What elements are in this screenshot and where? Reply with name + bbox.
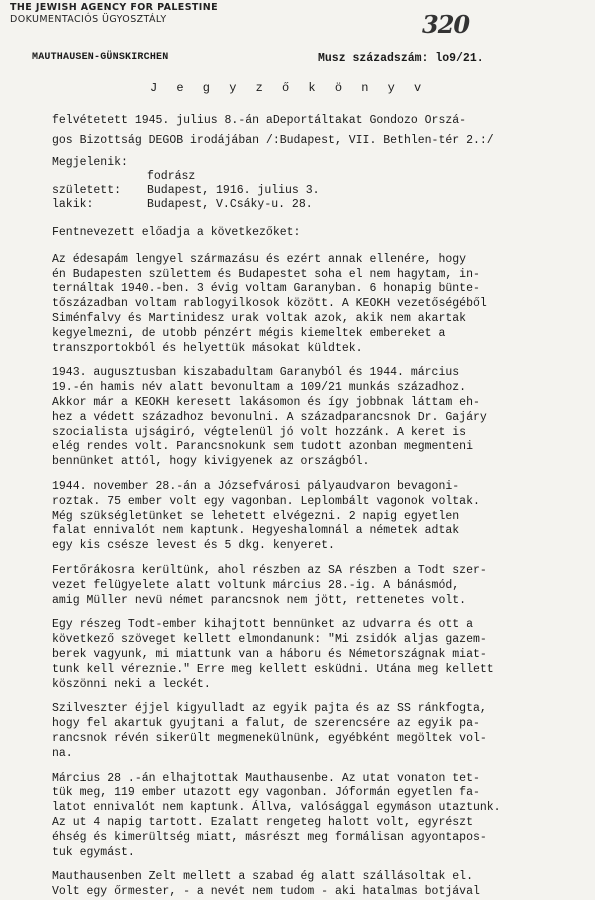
header-text [52,111,572,151]
personal-data [52,156,320,212]
text-line: következő szöveget kellett elmondanunk: "Mi zsidók aljas gazem- [52,633,487,647]
text-line: amig Müller nevü német parancsnok nem jött, rettenetes volt. [52,593,467,607]
text-line: tük meg, 119 ember utazott egy vagonban. Jóformán egyetlen fa- [52,786,480,800]
text-line: Egy részeg Todt-ember kihajtott bennünket az udvarra és ott a [52,618,473,632]
text-line: Mauthausenben Zelt mellett a szabad ég alatt szállásoltak el. [52,870,473,884]
text-line: rancsnok révén sikerült megmenekülnünk, egyébként megöltek vol- [52,731,487,745]
text-line: Siménfalvy és Martinidesz urak voltak azok, akik nem akartak [52,311,467,325]
header-line: gos Bizottság DEGOB irodájában /:Budapest, VII. Bethlen-tér 2.:/ [52,134,494,147]
paragraph-2 [52,366,582,470]
born-value: Budapest, 1916. julius 3. [147,184,320,197]
occupation-value: fodrász [147,170,196,183]
text-line: Az ut 4 napig tartott. Ezalatt rengeteg halott volt, egyrészt [52,815,473,829]
stamp-line-1: THE JEWISH AGENCY FOR PALESTINE [10,2,218,13]
text-line: Fertőrákosra kerültünk, ahol részben az SA részben a Todt szer- [52,564,487,577]
text-line: 19.-én hamis név alatt bevonultam a 109/21 munkás századhoz. [52,381,467,395]
paragraph-8 [52,870,582,900]
text-line: ternáltak 1940.-ben. 3 évig voltam Garanyban. 6 honapig bünte- [52,282,480,296]
text-line: elég rendes volt. Parancsnokunk sem tudott azonban megmenteni [52,440,473,454]
text-line: vezet felügyelete alatt voltunk március 28.-ig. A bánásmód, [52,578,460,592]
text-line: Volt egy őrmester, - a nevét nem tudom - aki hatalmas botjával [52,885,480,899]
text-line: roztak. 75 ember volt egy vagonban. Leplombált vagonok voltak. [52,494,480,508]
born-label: született: [52,184,122,197]
camp-name: MAUTHAUSEN-GÜNSKIRCHEN [32,52,169,63]
text-line: köszönni neki a leckét. [52,677,211,691]
lives-row [52,198,320,212]
paragraph-7 [52,772,582,861]
text-line: tőszázadban voltam rablogyilkosok között. A KEOKH vezetőségéből [52,297,487,311]
lives-label: lakik: [52,198,94,211]
text-line: Fentnevezett előadja a következőket: [52,226,301,239]
text-line: Március 28 .-án elhajtottak Mauthausenbe. Az utat vonaton tet- [52,771,480,785]
paragraph-4 [52,564,582,608]
text-line: szocialista ujságiró, végtelenül jó volt hozzánk. A keret is [52,425,467,439]
handwritten-number: 320 [422,10,470,39]
occupation-row [52,170,320,184]
text-line: bennünket attól, hogy kivigyenek az országból. [52,455,370,469]
paragraph-6 [52,702,582,761]
text-line: Még szükségletünket se lehetett elvégezni. 2 napig egyetlen [52,509,460,523]
text-line: 1943. augusztusban kiszabadultam Garanyból és 1944. március [52,366,460,380]
text-line: latot ennivalót nem kaptunk. Állva, valósággal egymáson utaztunk. [52,801,501,815]
text-line: Akkor már a KEOKH keresett lakásomon és így jobbnak láttam eh- [52,395,480,409]
text-line: én Budapesten születtem és Budapestet soha el nem hagytam, in- [52,267,480,281]
reference-number: Musz századszám: lo9/21. [318,52,484,65]
document-title: J e g y z ő k ö n y v [150,81,428,95]
text-line: tuk egymást. [52,845,135,859]
text-line: tunk kell véreznie." Erre meg kellett esküdni. Utána meg kellett [52,662,494,676]
paragraph-5 [52,618,582,692]
lives-value: Budapest, V.Csáky-u. 28. [147,198,313,211]
text-line: éhség és kimerültség miatt, másrészt meg formálisan agyontapos- [52,830,487,844]
text-line: egy kis csésze levest és 5 dkg. kenyeret. [52,539,335,553]
stamp-line-2: DOKUMENTACIÓS ÜGYOSZTÁLY [10,14,167,25]
paragraph-3 [52,480,582,554]
text-line: hogy fel akartuk gyujtani a falut, de szerencsére az egyik pa- [52,717,480,731]
text-line: falat ennivalót nem kaptunk. Hegyeshalomnál a németek adtak [52,524,460,538]
text-line: Az édesapám lengyel származásu és ezért annak ellenére, hogy [52,252,467,266]
intro-line [52,226,582,241]
text-line: 1944. november 28.-án a Józsefvárosi pályaudvaron bevagoni- [52,480,460,493]
born-row [52,184,320,198]
text-line: transzportokból és helyettük másokat küldtek. [52,341,363,355]
text-line: kegyelmezni, de utobb pénzért mégis kiemeltek embereket a [52,326,446,340]
text-line: hez a védett századhoz bevonulni. A századparancsnok Dr. Gajáry [52,410,487,424]
text-line: berek vagyunk, mi miattunk van a háboru és Németországnak miat- [52,647,487,661]
agency-stamp [10,2,218,26]
paragraph-1 [52,253,582,357]
text-line: na. [52,746,73,760]
header-line: felvétetett 1945. julius 8.-án aDeportáltakat Gondozo Orszá- [52,114,467,127]
text-line: Szilveszter éjjel kigyulladt az egyik pajta és az SS ránkfogta, [52,702,487,716]
appeared-label: Megjelenik: [52,156,128,169]
